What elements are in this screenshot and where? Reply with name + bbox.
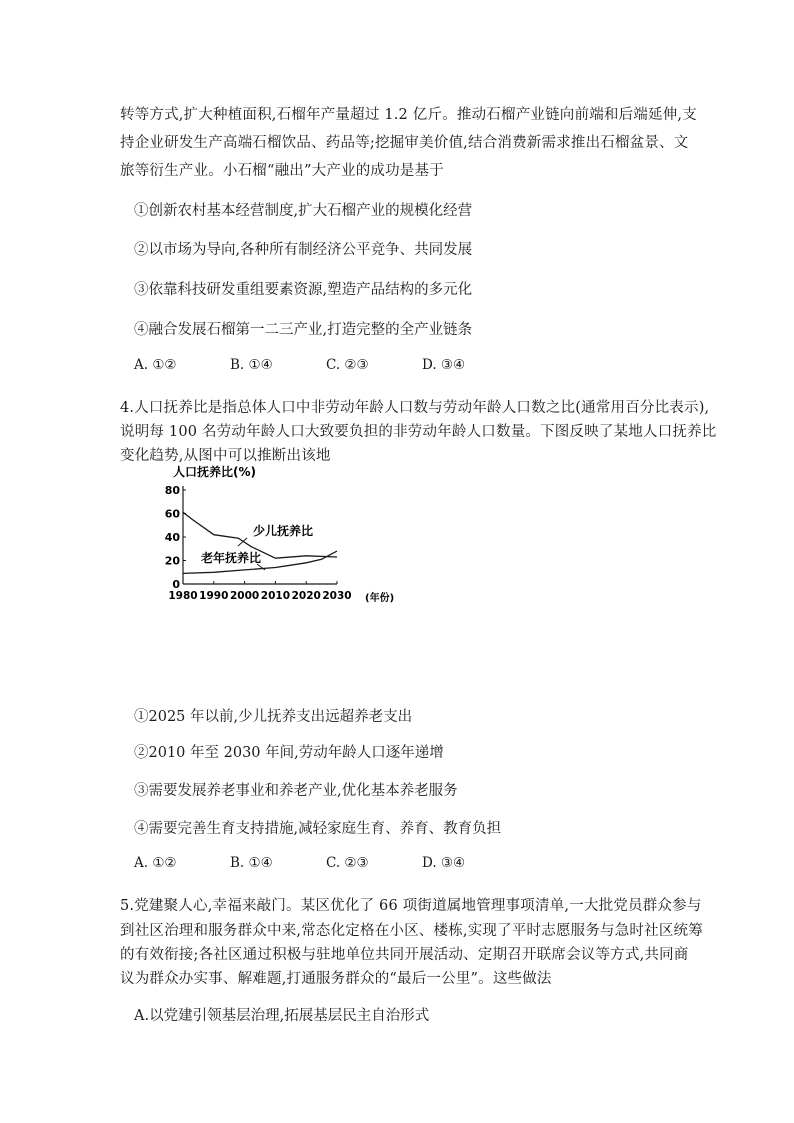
q4-stem-line-3: 变化趋势,从图中可以推断出该地 bbox=[120, 448, 331, 464]
chart-x-tick-label: 1990 bbox=[199, 590, 229, 602]
q3-option-1: ①创新农村基本经营制度,扩大石榴产业的规模化经营 bbox=[134, 203, 473, 219]
q5-stem-line-4: 议为群众办实事、解难题,打通服务群众的“最后一公里”。这些做法 bbox=[120, 971, 552, 987]
chart-x-tick-label: 2010 bbox=[260, 590, 291, 602]
q3-choices bbox=[134, 357, 518, 373]
chart-x-tick-label: 2020 bbox=[291, 590, 321, 602]
q4-choices bbox=[134, 855, 518, 871]
q3-choice-c: C. ②③ bbox=[326, 357, 369, 373]
series-label-child-ratio: 少儿抚养比 bbox=[253, 524, 314, 538]
q3-choice-d: D. ③④ bbox=[422, 357, 466, 373]
q4-stem-line-2: 说明每 100 名劳动年龄人口大致要负担的非劳动年龄人口数量。下图反映了某地人口抚养比 bbox=[120, 424, 717, 440]
chart-y-tick-label: 60 bbox=[165, 507, 180, 521]
chart-y-tick-label: 40 bbox=[165, 531, 180, 544]
q3-option-2: ②以市场为导向,各种所有制经济公平竞争、共同发展 bbox=[134, 242, 473, 258]
chart-y-tick-label: 0 bbox=[172, 578, 180, 591]
q3-stem-line-1: 转等方式,扩大种植面积,石榴年产量超过 1.2 亿斤。推动石榴产业链向前端和后端延伸,支 bbox=[120, 107, 697, 123]
q4-choice-c: C. ②③ bbox=[326, 855, 369, 871]
chart-x-tick-label: 2030 bbox=[322, 590, 352, 602]
q5-stem-line-1: 5.党建聚人心,幸福来敲门。某区优化了 66 项街道属地管理事项清单,一大批党员群众参与 bbox=[120, 898, 702, 914]
q4-choice-d: D. ③④ bbox=[422, 855, 466, 871]
q3-option-3: ③依靠科技研发重组要素资源,塑造产品结构的多元化 bbox=[134, 282, 473, 298]
q4-option-4: ④需要完善生育支持措施,减轻家庭生育、养育、教育负担 bbox=[134, 821, 502, 837]
chart-x-tick-label: 1980 bbox=[168, 590, 198, 602]
q4-choice-b: B. ①④ bbox=[230, 855, 273, 871]
chart-y-tick-label: 20 bbox=[165, 554, 180, 568]
q3-stem-line-2: 持企业研发生产高端石榴饮品、药品等;挖掘审美价值,结合消费新需求推出石榴盆景、文 bbox=[120, 135, 689, 151]
q5-stem-line-2: 到社区治理和服务群众中来,常态化定格在小区、楼栋,实现了平时志愿服务与急时社区统筹 bbox=[120, 923, 703, 939]
q5-stem-line-3: 的有效衔接;各社区通过积极与驻地单位共同开展活动、定期召开联席会议等方式,共同商 bbox=[120, 947, 689, 963]
q4-stem-line-1: 4.人口抚养比是指总体人口中非劳动年龄人口数与劳动年龄人口数之比(通常用百分比表示), bbox=[120, 400, 710, 416]
q3-choice-b: B. ①④ bbox=[230, 357, 273, 373]
q4-choice-a: A. ①② bbox=[134, 855, 177, 871]
q4-option-2: ②2010 年至 2030 年间,劳动年龄人口逐年递增 bbox=[134, 745, 444, 761]
chart-x-axis-label: (年份) bbox=[365, 593, 395, 604]
dependency-ratio-chart bbox=[165, 464, 405, 606]
q5-option-a: A.以党建引领基层治理,拓展基层民主自治形式 bbox=[134, 1008, 430, 1024]
q4-option-3: ③需要发展养老事业和养老产业,优化基本养老服务 bbox=[134, 783, 458, 799]
chart-y-axis-label: 人口抚养比(%) bbox=[173, 465, 256, 479]
q4-option-1: ①2025 年以前,少儿抚养支出远超养老支出 bbox=[134, 709, 413, 725]
q3-choice-a: A. ①② bbox=[134, 357, 177, 373]
chart-y-tick-label: 80 bbox=[165, 484, 180, 497]
chart-x-tick-label: 2000 bbox=[229, 590, 260, 602]
series-label-elderly-ratio: 老年抚养比 bbox=[201, 551, 262, 565]
q3-stem-line-3: 旅等衍生产业。小石榴“融出”大产业的成功是基于 bbox=[120, 163, 444, 179]
q3-option-4: ④融合发展石榴第一二三产业,打造完整的全产业链条 bbox=[134, 322, 473, 338]
